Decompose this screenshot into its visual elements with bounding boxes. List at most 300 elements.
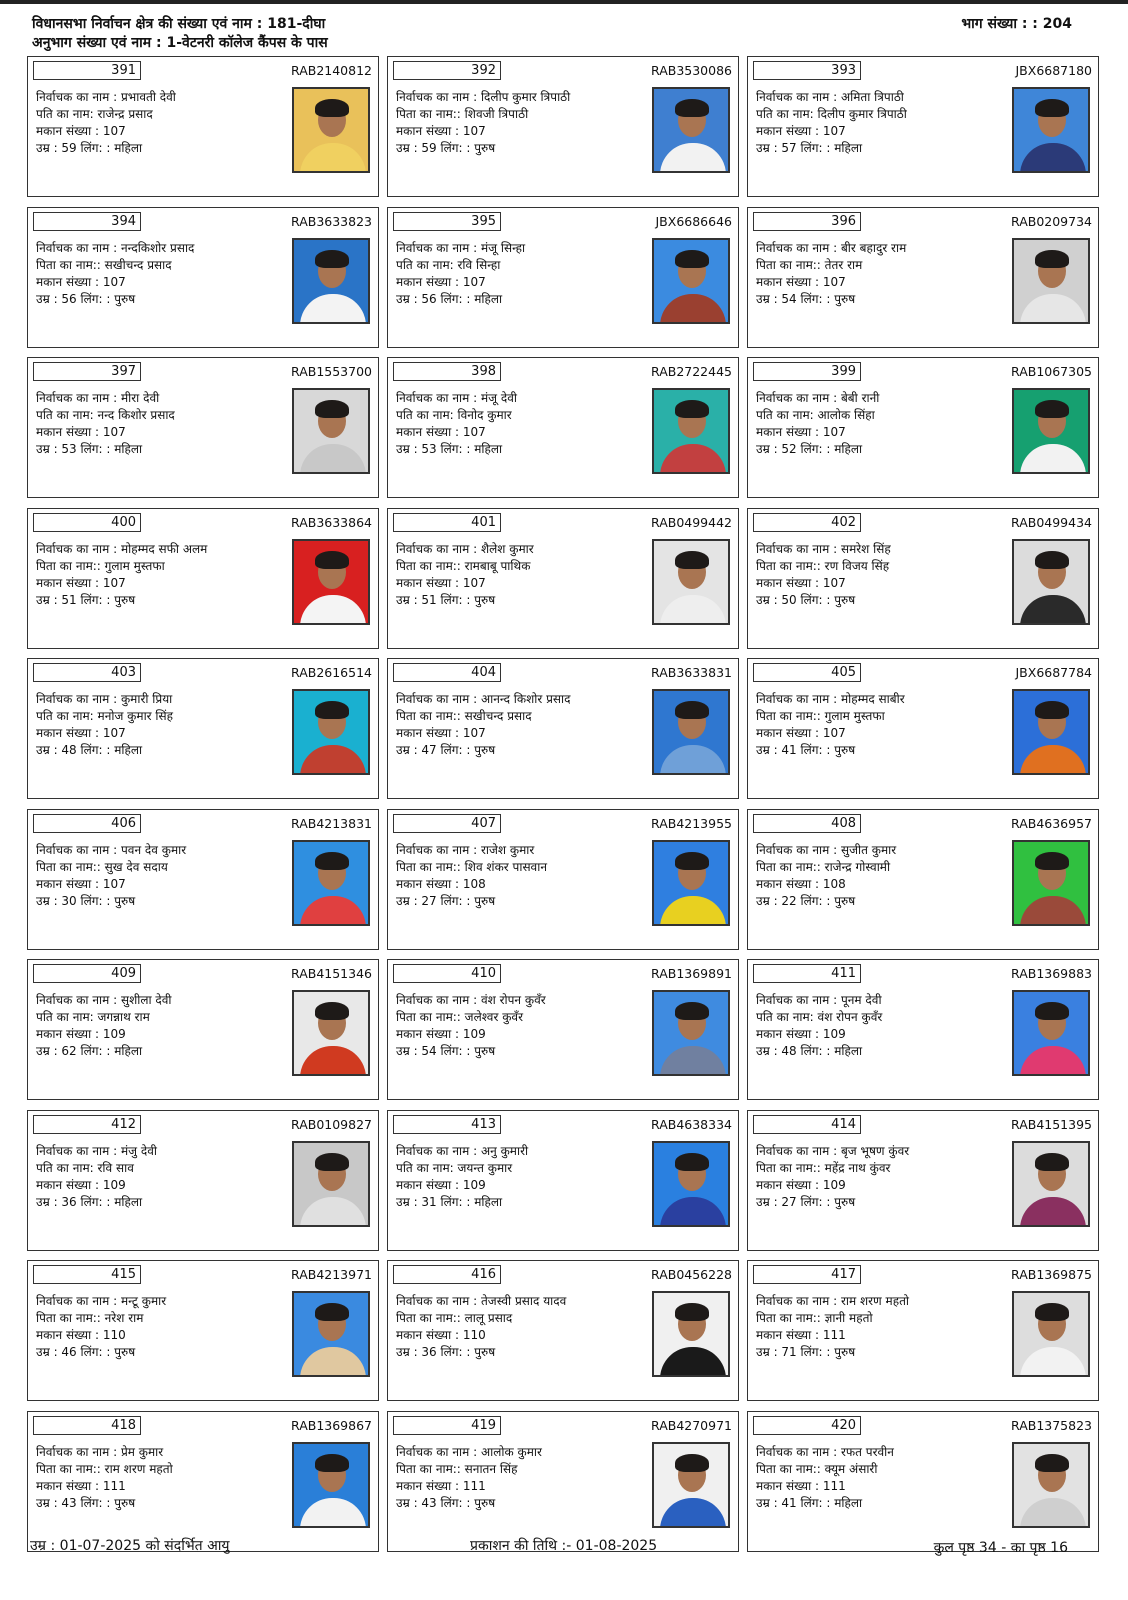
voter-name: निर्वाचक का नाम : सुजीत कुमार <box>756 842 897 857</box>
voter-photo <box>292 238 370 324</box>
serial-number: 391 <box>33 61 141 80</box>
photo-body <box>660 1046 726 1076</box>
voter-card <box>747 658 1099 799</box>
voter-photo <box>1012 1442 1090 1528</box>
epic-number: RAB0499442 <box>651 514 732 530</box>
voter-photo <box>652 1442 730 1528</box>
photo-hair <box>1035 1454 1069 1472</box>
voter-photo <box>652 689 730 775</box>
age-gender: उम्र : 50 लिंग: : पुरुष <box>756 592 856 607</box>
photo-hair <box>1035 701 1069 719</box>
serial-number: 410 <box>393 964 501 983</box>
voter-photo <box>292 388 370 474</box>
voter-name: निर्वाचक का नाम : दिलीप कुमार त्रिपाठी <box>396 90 571 104</box>
voter-details <box>756 842 1006 910</box>
photo-body <box>660 1347 726 1377</box>
house-number: मकान संख्या : 109 <box>756 1177 846 1192</box>
voter-card <box>27 1411 379 1552</box>
serial-number: 411 <box>753 964 861 983</box>
voter-card <box>747 959 1099 1100</box>
epic-number: RAB1067305 <box>1011 364 1092 379</box>
photo-hair <box>315 250 349 268</box>
voter-name: निर्वाचक का नाम : पूनम देवी <box>756 993 882 1007</box>
voter-card <box>387 56 739 197</box>
voter-details <box>396 1143 646 1211</box>
photo-body <box>1020 1347 1086 1377</box>
photo-hair <box>1035 99 1069 117</box>
photo-body <box>660 745 726 775</box>
voter-details <box>396 1293 646 1361</box>
photo-body <box>300 1197 366 1227</box>
voter-card <box>387 959 739 1100</box>
photo-body <box>660 1498 726 1528</box>
serial-number: 403 <box>33 663 141 682</box>
house-number: मकान संख्या : 107 <box>396 425 486 439</box>
photo-body <box>1020 1498 1086 1528</box>
voter-details <box>36 691 286 759</box>
photo-body <box>300 896 366 926</box>
serial-number: 396 <box>753 212 861 231</box>
photo-hair <box>315 1002 349 1020</box>
epic-number: RAB3633864 <box>291 514 372 530</box>
voter-name: निर्वाचक का नाम : मोहम्मद साबीर <box>756 692 905 706</box>
age-gender: उम्र : 31 लिंग: : महिला <box>396 1194 503 1209</box>
voter-details <box>396 240 646 308</box>
photo-body <box>660 1197 726 1227</box>
relative-name: पिता का नाम:: रामबाबू पाथिक <box>396 558 531 573</box>
serial-number: 406 <box>33 814 141 833</box>
publication-date: प्रकाशन की तिथि :- 01-08-2025 <box>470 1538 658 1554</box>
age-gender: उम्र : 51 लिंग: : पुरुष <box>396 592 496 607</box>
voter-name: निर्वाचक का नाम : बेबी रानी <box>756 391 880 405</box>
relative-name: पिता का नाम:: नरेश राम <box>36 1311 144 1325</box>
age-gender: उम्र : 43 लिंग: : पुरुष <box>396 1495 496 1510</box>
voter-card <box>27 357 379 498</box>
voter-details <box>396 992 646 1060</box>
epic-number: RAB1369891 <box>651 966 732 981</box>
voter-card <box>747 508 1099 649</box>
age-gender: उम्र : 57 लिंग: : महिला <box>756 141 863 155</box>
serial-number: 395 <box>393 212 501 231</box>
voter-details <box>756 390 1006 458</box>
serial-number: 418 <box>33 1416 141 1435</box>
age-gender: उम्र : 48 लिंग: : महिला <box>756 1044 863 1058</box>
relative-name: पिता का नाम:: सखीचन्द प्रसाद <box>36 257 172 272</box>
relative-name: पिता का नाम:: जलेश्वर कुवँर <box>396 1010 524 1024</box>
voter-card <box>27 959 379 1100</box>
voter-photo <box>652 87 730 173</box>
section-heading: अनुभाग संख्या एवं नाम : 1-वेटनरी कॉलेज कैंपस के पास <box>32 35 328 51</box>
voter-photo <box>292 539 370 625</box>
voter-photo <box>292 1141 370 1227</box>
house-number: मकान संख्या : 107 <box>756 124 846 138</box>
photo-hair <box>1035 1303 1069 1321</box>
photo-body <box>1020 1046 1086 1076</box>
age-gender: उम्र : 46 लिंग: : पुरुष <box>36 1345 136 1359</box>
voter-card <box>387 1260 739 1401</box>
house-number: मकान संख्या : 111 <box>756 1478 846 1493</box>
voter-photo <box>292 990 370 1076</box>
voter-photo <box>1012 840 1090 926</box>
voter-details <box>396 541 646 609</box>
epic-number: RAB0109827 <box>291 1116 372 1132</box>
house-number: मकान संख्या : 111 <box>36 1478 126 1493</box>
voter-card <box>27 508 379 649</box>
page-number: कुल पृष्ठ 34 - का पृष्ठ 16 <box>933 1540 1068 1556</box>
voter-name: निर्वाचक का नाम : मंजू देवी <box>396 391 517 405</box>
voter-photo <box>1012 87 1090 173</box>
epic-number: JBX6687180 <box>1015 63 1092 78</box>
voter-name: निर्वाचक का नाम : प्रभावती देवी <box>36 90 176 104</box>
constituency-heading: विधानसभा निर्वाचन क्षेत्र की संख्या एवं नाम : 181-दीघा <box>32 16 326 32</box>
relative-name: पिता का नाम:: गुलाम मुस्तफा <box>36 558 165 573</box>
age-gender: उम्र : 52 लिंग: : महिला <box>756 442 863 456</box>
photo-body <box>300 1347 366 1377</box>
voter-name: निर्वाचक का नाम : राजेश कुमार <box>396 842 535 857</box>
serial-number: 415 <box>33 1265 141 1284</box>
photo-body <box>660 444 726 474</box>
relative-name: पति का नाम: रवि साव <box>36 1160 134 1175</box>
voter-details <box>756 1143 1006 1211</box>
relative-name: पिता का नाम:: क्यूम अंसारी <box>756 1461 878 1476</box>
house-number: मकान संख्या : 111 <box>756 1328 846 1342</box>
serial-number: 408 <box>753 814 861 833</box>
voter-card <box>27 207 379 348</box>
serial-number: 399 <box>753 362 861 381</box>
relative-name: पिता का नाम:: राम शरण महतो <box>36 1461 173 1476</box>
epic-number: RAB0456228 <box>651 1267 732 1282</box>
voter-name: निर्वाचक का नाम : मोहम्मद सफी अलम <box>36 541 208 556</box>
voter-details <box>36 390 286 458</box>
house-number: मकान संख्या : 107 <box>396 124 486 138</box>
serial-number: 393 <box>753 61 861 80</box>
voter-card <box>747 207 1099 348</box>
photo-hair <box>315 551 349 569</box>
photo-hair <box>1035 1153 1069 1171</box>
voter-photo <box>1012 1141 1090 1227</box>
voter-name: निर्वाचक का नाम : शैलेश कुमार <box>396 541 534 556</box>
house-number: मकान संख्या : 109 <box>396 1177 486 1192</box>
age-gender: उम्र : 54 लिंग: : पुरुष <box>756 291 856 306</box>
relative-name: पति का नाम: मनोज कुमार सिंह <box>36 709 173 723</box>
voter-name: निर्वाचक का नाम : अनु कुमारी <box>396 1143 529 1158</box>
voter-name: निर्वाचक का नाम : मन्टू कुमार <box>36 1294 167 1308</box>
voter-card <box>747 56 1099 197</box>
epic-number: RAB2722445 <box>651 364 732 379</box>
voter-photo <box>1012 238 1090 324</box>
voter-card <box>27 809 379 950</box>
photo-hair <box>675 400 709 418</box>
epic-number: RAB1369867 <box>291 1417 372 1433</box>
voter-photo <box>292 87 370 173</box>
age-gender: उम्र : 41 लिंग: : पुरुष <box>756 743 856 757</box>
epic-number: RAB4270971 <box>651 1417 732 1433</box>
age-gender: उम्र : 59 लिंग: : पुरुष <box>396 141 496 155</box>
relative-name: पति का नाम: दिलीप कुमार त्रिपाठी <box>756 107 907 121</box>
voter-details <box>36 1293 286 1361</box>
voter-details <box>396 1444 646 1512</box>
photo-hair <box>315 852 349 870</box>
relative-name: पिता का नाम:: महेंद्र नाथ कुंवर <box>756 1160 891 1175</box>
relative-name: पति का नाम: आलोक सिंहा <box>756 408 875 422</box>
voter-card <box>27 1260 379 1401</box>
photo-hair <box>675 250 709 268</box>
voter-card <box>387 357 739 498</box>
photo-body <box>1020 896 1086 926</box>
serial-number: 419 <box>393 1416 501 1435</box>
house-number: मकान संख्या : 107 <box>36 425 126 439</box>
photo-body <box>300 143 366 173</box>
photo-hair <box>315 1454 349 1472</box>
relative-name: पिता का नाम:: सनातन सिंह <box>396 1461 518 1476</box>
epic-number: RAB4638334 <box>651 1116 732 1132</box>
voter-details <box>756 1293 1006 1361</box>
photo-body <box>300 1498 366 1528</box>
serial-number: 413 <box>393 1115 501 1134</box>
relative-name: पिता का नाम:: ज्ञानी महतो <box>756 1311 873 1325</box>
epic-number: RAB4151395 <box>1011 1116 1092 1132</box>
age-gender: उम्र : 36 लिंग: : पुरुष <box>396 1345 496 1359</box>
voter-photo <box>292 689 370 775</box>
relative-name: पिता का नाम:: शिव शंकर पासवान <box>396 859 547 874</box>
photo-hair <box>675 701 709 719</box>
photo-hair <box>315 701 349 719</box>
voter-card <box>387 809 739 950</box>
serial-number: 416 <box>393 1265 501 1284</box>
serial-number: 398 <box>393 362 501 381</box>
epic-number: RAB1553700 <box>291 364 372 379</box>
age-gender: उम्र : 47 लिंग: : पुरुष <box>396 743 496 757</box>
voter-name: निर्वाचक का नाम : मीरा देवी <box>36 391 160 405</box>
epic-number: RAB1375823 <box>1011 1417 1092 1433</box>
photo-hair <box>315 99 349 117</box>
serial-number: 412 <box>33 1115 141 1134</box>
voter-name: निर्वाचक का नाम : अमिता त्रिपाठी <box>756 90 904 104</box>
epic-number: RAB4213971 <box>291 1267 372 1282</box>
house-number: मकान संख्या : 107 <box>36 726 126 740</box>
serial-number: 407 <box>393 814 501 833</box>
voter-card <box>387 1110 739 1251</box>
voter-name: निर्वाचक का नाम : पवन देव कुमार <box>36 842 187 857</box>
house-number: मकान संख्या : 107 <box>756 425 846 439</box>
photo-body <box>1020 595 1086 625</box>
voter-details <box>396 390 646 458</box>
serial-number: 397 <box>33 362 141 381</box>
voter-details <box>756 89 1006 157</box>
voter-photo <box>1012 539 1090 625</box>
epic-number: RAB1369875 <box>1011 1267 1092 1282</box>
photo-body <box>1020 294 1086 324</box>
voter-card <box>387 658 739 799</box>
house-number: मकान संख्या : 109 <box>756 1027 846 1041</box>
photo-hair <box>1035 1002 1069 1020</box>
epic-number: RAB0209734 <box>1011 213 1092 229</box>
photo-hair <box>315 400 349 418</box>
voter-name: निर्वाचक का नाम : कुमारी प्रिया <box>36 692 173 706</box>
voter-photo <box>292 1291 370 1377</box>
voter-photo <box>292 840 370 926</box>
house-number: मकान संख्या : 107 <box>36 274 126 289</box>
photo-hair <box>1035 551 1069 569</box>
age-gender: उम्र : 53 लिंग: : महिला <box>36 442 143 456</box>
voter-name: निर्वाचक का नाम : आलोक कुमार <box>396 1444 542 1459</box>
epic-number: RAB4636957 <box>1011 815 1092 831</box>
voter-name: निर्वाचक का नाम : बीर बहादुर राम <box>756 240 907 255</box>
age-gender: उम्र : 36 लिंग: : महिला <box>36 1194 143 1209</box>
epic-number: RAB4213831 <box>291 815 372 831</box>
voter-photo <box>1012 388 1090 474</box>
photo-hair <box>1035 250 1069 268</box>
voter-details <box>36 541 286 609</box>
voter-details <box>756 992 1006 1060</box>
relative-name: पिता का नाम:: शिवजी त्रिपाठी <box>396 107 529 121</box>
voter-name: निर्वाचक का नाम : रफत परवीन <box>756 1444 894 1459</box>
serial-number: 420 <box>753 1416 861 1435</box>
photo-body <box>660 595 726 625</box>
voter-name: निर्वाचक का नाम : प्रेम कुमार <box>36 1444 164 1459</box>
photo-hair <box>1035 400 1069 418</box>
photo-body <box>1020 143 1086 173</box>
voter-name: निर्वाचक का नाम : सुशीला देवी <box>36 993 172 1007</box>
age-gender: उम्र : 30 लिंग: : पुरुष <box>36 893 136 908</box>
top-border <box>0 0 1128 4</box>
epic-number: RAB3633831 <box>651 665 732 680</box>
house-number: मकान संख्या : 110 <box>396 1328 486 1342</box>
house-number: मकान संख्या : 110 <box>36 1328 126 1342</box>
photo-body <box>300 1046 366 1076</box>
voter-photo <box>652 539 730 625</box>
photo-hair <box>315 1153 349 1171</box>
serial-number: 394 <box>33 212 141 231</box>
voter-name: निर्वाचक का नाम : मंजु देवी <box>36 1143 157 1158</box>
photo-body <box>300 745 366 775</box>
voter-card <box>27 658 379 799</box>
epic-number: RAB4213955 <box>651 815 732 831</box>
age-gender: उम्र : 71 लिंग: : पुरुष <box>756 1345 856 1359</box>
voter-photo <box>652 238 730 324</box>
voter-card <box>27 1110 379 1251</box>
serial-number: 417 <box>753 1265 861 1284</box>
photo-hair <box>675 1303 709 1321</box>
serial-number: 401 <box>393 513 501 532</box>
age-gender: उम्र : 54 लिंग: : पुरुष <box>396 1044 496 1058</box>
voter-card <box>747 1260 1099 1401</box>
photo-body <box>300 294 366 324</box>
voter-details <box>36 240 286 308</box>
relative-name: पति का नाम: नन्द किशोर प्रसाद <box>36 408 175 422</box>
voter-name: निर्वाचक का नाम : बृज भूषण कुंवर <box>756 1143 910 1158</box>
epic-number: RAB1369883 <box>1011 966 1092 981</box>
voter-card <box>747 809 1099 950</box>
voter-card <box>747 357 1099 498</box>
voter-grid <box>27 56 1101 1552</box>
house-number: मकान संख्या : 107 <box>756 575 846 590</box>
voter-details <box>36 992 286 1060</box>
epic-number: RAB3633823 <box>291 213 372 229</box>
voter-name: निर्वाचक का नाम : तेजस्वी प्रसाद यादव <box>396 1294 567 1308</box>
age-gender: उम्र : 43 लिंग: : पुरुष <box>36 1495 136 1510</box>
part-number: भाग संख्या : : 204 <box>961 16 1072 32</box>
age-gender: उम्र : 27 लिंग: : पुरुष <box>756 1194 856 1209</box>
epic-number: RAB4151346 <box>291 966 372 981</box>
serial-number: 414 <box>753 1115 861 1134</box>
relative-name: पिता का नाम:: रण विजय सिंह <box>756 558 890 573</box>
house-number: मकान संख्या : 107 <box>756 726 846 740</box>
relative-name: पिता का नाम:: लालू प्रसाद <box>396 1311 513 1325</box>
voter-photo <box>1012 689 1090 775</box>
voter-card <box>387 1411 739 1552</box>
age-gender: उम्र : 41 लिंग: : महिला <box>756 1495 863 1510</box>
relative-name: पति का नाम: राजेन्द्र प्रसाद <box>36 107 153 121</box>
voter-card <box>747 1411 1099 1552</box>
epic-number: JBX6687784 <box>1015 665 1092 680</box>
house-number: मकान संख्या : 107 <box>396 274 486 289</box>
voter-name: निर्वाचक का नाम : नन्दकिशोर प्रसाद <box>36 240 195 255</box>
serial-number: 404 <box>393 663 501 682</box>
photo-body <box>300 595 366 625</box>
photo-body <box>1020 444 1086 474</box>
voter-photo <box>652 990 730 1076</box>
voter-details <box>396 691 646 759</box>
house-number: मकान संख्या : 107 <box>36 876 126 891</box>
voter-details <box>36 1444 286 1512</box>
age-gender: उम्र : 56 लिंग: : पुरुष <box>36 291 136 306</box>
voter-details <box>36 842 286 910</box>
voter-photo <box>652 1291 730 1377</box>
photo-body <box>300 444 366 474</box>
relative-name: पति का नाम: रवि सिन्हा <box>396 257 501 272</box>
photo-hair <box>675 551 709 569</box>
voter-photo <box>292 1442 370 1528</box>
voter-name: निर्वाचक का नाम : वंश रोपन कुवँर <box>396 993 546 1007</box>
relative-name: पिता का नाम:: सखीचन्द प्रसाद <box>396 709 532 723</box>
voter-card <box>387 207 739 348</box>
house-number: मकान संख्या : 107 <box>36 575 126 590</box>
relative-name: पति का नाम: जगन्नाथ राम <box>36 1010 150 1024</box>
photo-body <box>660 294 726 324</box>
voter-name: निर्वाचक का नाम : समरेश सिंह <box>756 541 891 556</box>
epic-number: RAB2140812 <box>291 63 372 78</box>
serial-number: 409 <box>33 964 141 983</box>
relative-name: पिता का नाम:: राजेन्द्र गोस्वामी <box>756 859 891 874</box>
epic-number: RAB0499434 <box>1011 514 1092 530</box>
voter-name: निर्वाचक का नाम : आनन्द किशोर प्रसाद <box>396 692 571 706</box>
house-number: मकान संख्या : 109 <box>36 1177 126 1192</box>
epic-number: RAB2616514 <box>291 665 372 680</box>
voter-photo <box>1012 990 1090 1076</box>
voter-details <box>396 842 646 910</box>
photo-body <box>1020 1197 1086 1227</box>
age-gender: उम्र : 48 लिंग: : महिला <box>36 743 143 757</box>
age-gender: उम्र : 56 लिंग: : महिला <box>396 291 503 306</box>
voter-details <box>36 89 286 157</box>
age-gender: उम्र : 53 लिंग: : महिला <box>396 442 503 456</box>
photo-hair <box>675 1153 709 1171</box>
house-number: मकान संख्या : 109 <box>396 1027 486 1041</box>
voter-details <box>36 1143 286 1211</box>
photo-hair <box>675 1454 709 1472</box>
house-number: मकान संख्या : 108 <box>756 876 846 891</box>
relative-name: पति का नाम: विनोद कुमार <box>396 408 512 422</box>
epic-number: JBX6686646 <box>655 213 732 229</box>
serial-number: 392 <box>393 61 501 80</box>
voter-details <box>756 541 1006 609</box>
age-gender: उम्र : 51 लिंग: : पुरुष <box>36 592 136 607</box>
serial-number: 405 <box>753 663 861 682</box>
voter-photo <box>1012 1291 1090 1377</box>
house-number: मकान संख्या : 107 <box>396 575 486 590</box>
age-gender: उम्र : 62 लिंग: : महिला <box>36 1044 143 1058</box>
